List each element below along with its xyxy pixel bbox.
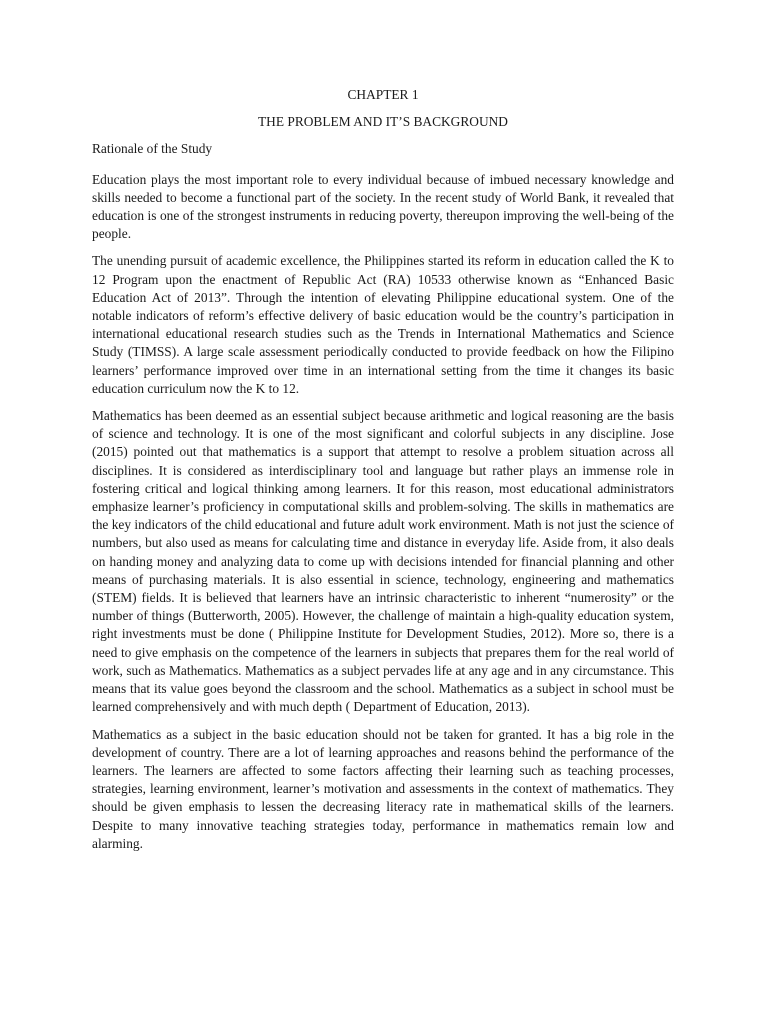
section-heading: Rationale of the Study: [92, 141, 213, 157]
paragraph-k-to-12: The unending pursuit of academic excellence, the Philippines started its reform in education called the K to 12 Program upon the enactment of Republic Act (RA) 10533 otherwise known as “Enhanced Basic Education Act of 2013”. Through the intention of elevating Philippine educational system. One of the notable indicators of reform’s effective delivery of basic education would be the country’s participation in international educational research studies such as the Trends in International Mathematics and Science Study (TIMSS). A large scale assessment periodically conducted to provide feedback on how the Filipino learners’ performance improved over time in an international setting from the time it changes its basic education curriculum now the K to 12.: [92, 253, 674, 396]
chapter-title: THE PROBLEM AND IT’S BACKGROUND: [258, 114, 508, 130]
document-page: [92, 86, 674, 853]
paragraph-mathematics-basic-education: Mathematics as a subject in the basic education should not be taken for granted. It has a big role in the development of country. There are a lot of learning approaches and reasons behind the performance of the learners. The learners are affected to some factors affecting their learning such as teaching processes, strategies, learning environment, learner’s motivation and assessments in the context of mathematics. They should be given emphasis to lessen the decreasing literacy rate in mathematical skills of the learners. Despite to many innovative teaching strategies today, performance in mathematics remain low and alarming.: [92, 726, 674, 851]
chapter-heading: CHAPTER 1: [347, 87, 419, 102]
paragraph-mathematics-essential: Mathematics has been deemed as an essential subject because arithmetic and logical reasoning are the basis of science and technology. It is one of the most significant and colorful subjects in any discipline. Jose (2015) pointed out that mathematics is a support that attempt to resolve a problem situation across all disciplines. It is considered as interdisciplinary tool and language but rather plays an immense role in fostering critical and logical thinking among learners. It for this reason, most educational administrators emphasize learner’s proficiency in computational skills and problem-solving. The skills in mathematics are the key indicators of the child educational and future adult work environment. Math is not just the science of numbers, but also used as means for calculating time and distance in everyday life. Aside from, it also deals on handing money and analyzing data to come up with decisions intended for financial planning and other means of purchasing materials. It is also essential in science, technology, engineering and mathematics (STEM) fields. It is believed that learners have an intrinsic characteristic to inherent “numerosity” or the number of things (Butterworth, 2005). However, the challenge of maintain a high-quality education system, right investments must be done ( Philippine Institute for Development Studies, 2012). More so, there is a need to give emphasis on the competence of the learners in subjects that prepares them for the real world of work, such as Mathematics. Mathematics as a subject pervades life at any age and in any circumstance. This means that its value goes beyond the classroom and the school. Mathematics as a subject in school must be learned comprehensively and with much depth ( Department of Education, 2013).: [92, 408, 674, 715]
paragraph-education: Education plays the most important role to every individual because of imbued necessary knowledge and skills needed to become a functional part of the society. In the recent study of World Bank, it revealed that education is one of the strongest instruments in reducing poverty, thereupon improving the well-being of the people.: [92, 171, 674, 242]
